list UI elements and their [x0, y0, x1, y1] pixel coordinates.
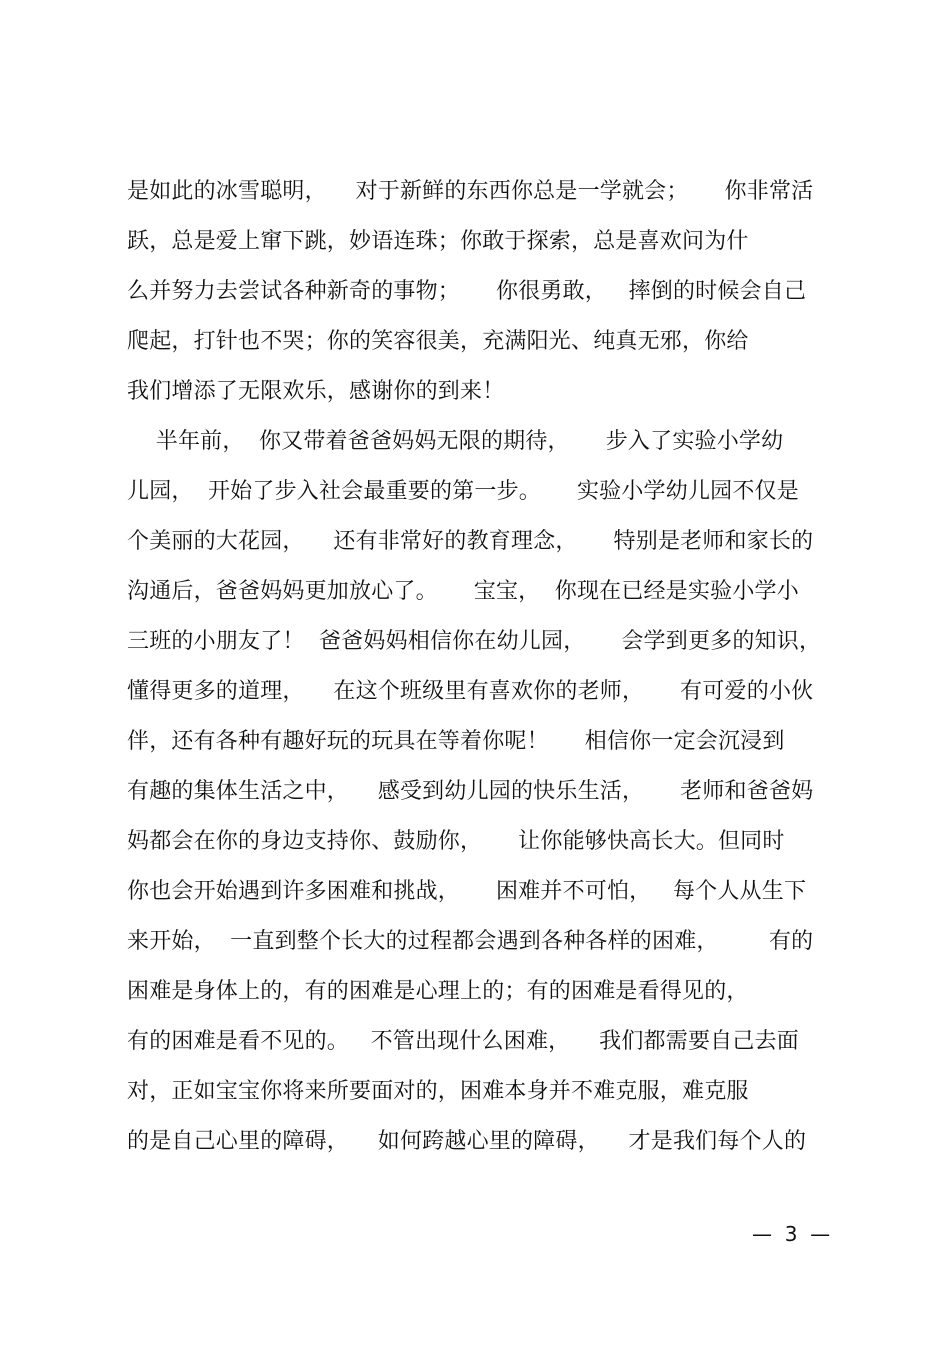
text-line: 个美丽的大花园， 还有非常好的教育理念， 特别是老师和家长的 [127, 529, 814, 554]
text-line: 的是自己心里的障碍， 如何跨越心里的障碍， 才是我们每个人的 [127, 1129, 807, 1154]
text-line: 跃，总是爱上窜下跳，妙语连珠；你敢于探索，总是喜欢问为什 [127, 229, 749, 254]
text-line: 沟通后，爸爸妈妈更加放心了。 宝宝， 你现在已经是实验小学小 [127, 579, 799, 604]
text-line: 妈都会在你的身边支持你、鼓励你， 让你能够快高长大。但同时 [127, 829, 785, 854]
text-line: 你也会开始遇到许多困难和挑战， 困难并不可怕， 每个人从生下 [127, 879, 807, 904]
text-line: 懂得更多的道理， 在这个班级里有喜欢你的老师， 有可爱的小伙 [127, 679, 814, 704]
text-line: 么并努力去尝试各种新奇的事物； 你很勇敢， 摔倒的时候会自己 [127, 279, 807, 304]
text-line: 有的困难是看不见的。 不管出现什么困难， 我们都需要自己去面 [127, 1029, 799, 1054]
text-line: 来开始， 一直到整个长大的过程都会遇到各种各样的困难， 有的 [127, 929, 814, 954]
text-line: 对，正如宝宝你将来所要面对的，困难本身并不难克服，难克服 [127, 1079, 749, 1104]
text-line: 困难是身体上的，有的困难是心理上的；有的困难是看得见的， [127, 979, 749, 1004]
text-line: 是如此的冰雪聪明， 对于新鲜的东西你总是一学就会； 你非常活 [127, 179, 814, 204]
text-line: 儿园， 开始了步入社会最重要的第一步。 实验小学幼儿园不仅是 [127, 479, 799, 504]
page-number: — 3 — [752, 1222, 831, 1246]
text-line: 我们增添了无限欢乐，感谢你的到来！ [127, 379, 505, 404]
text-line: 三班的小朋友了！ 爸爸妈妈相信你在幼儿园， 会学到更多的知识， [127, 629, 822, 654]
text-line: 伴，还有各种有趣好玩的玩具在等着你呢！ 相信你一定会沉浸到 [127, 729, 785, 754]
text-line: 有趣的集体生活之中， 感受到幼儿园的快乐生活， 老师和爸爸妈 [127, 779, 814, 804]
text-line: 爬起，打针也不哭；你的笑容很美，充满阳光、纯真无邪，你给 [127, 329, 749, 354]
text-line: 半年前， 你又带着爸爸妈妈无限的期待， 步入了实验小学幼 [127, 429, 784, 454]
